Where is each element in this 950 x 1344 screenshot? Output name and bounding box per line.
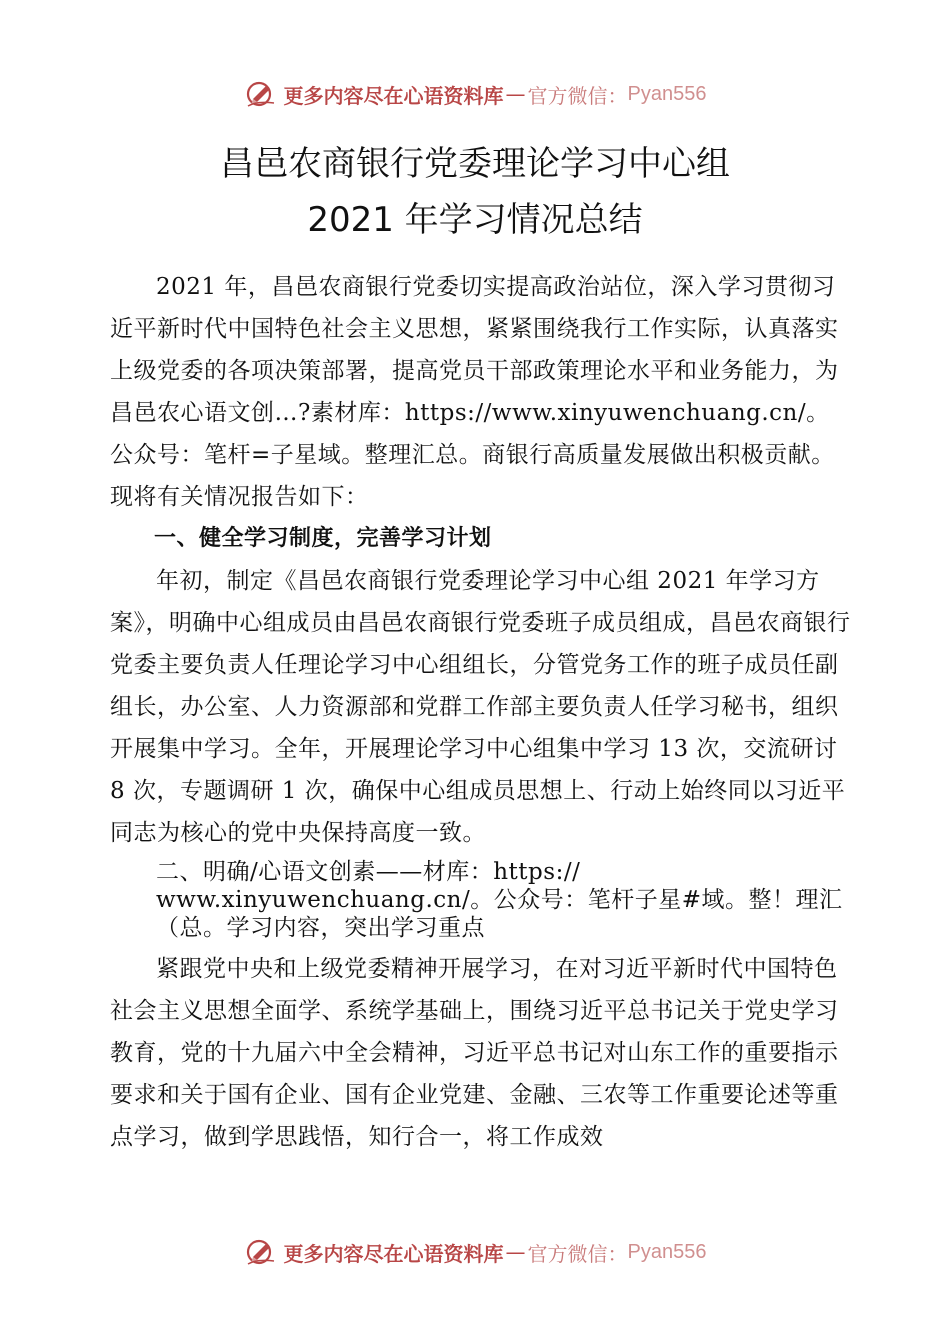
section-heading-2-line2: www.xinyuwenchuang.cn/。公众号：笔杆子星#域。整！理汇 [156,887,843,913]
paragraph-section-2: 紧跟党中央和上级党委精神开展学习，在对习近平新时代中国特色社会主义思想全面学、系统学基础上，围绕习近平总书记关于党史学习教育，党的十九届六中全会精神，习近平总书记对山东工作的重要指示要求和关于国有企业、国有企业党建、金融、三农等工作重要论述等重点学习，做到学思践悟，知行合一，将工作成效 [110,956,839,1150]
header-banner [0,74,950,114]
banner-wechat-id: Pyan556 [627,1240,707,1263]
document-title-line2: 2021 年学习情况总结 [307,200,643,240]
document-body [110,266,852,1158]
section-heading-2 [110,858,852,942]
pen-logo-icon [244,79,278,109]
pen-logo-icon [244,1237,278,1267]
paragraph-section-1: 年初，制定《昌邑农商银行党委理论学习中心组 2021 年学习方案》，明确中心组成员由昌邑农商银行党委班子成员组成，昌邑农商银行党委主要负责人任理论学习中心组组长，分管党务工作的班子成员任副组长，办公室、人力资源部和党群工作部主要负责人任学习秘书，组织开展集中学习。全年，开展理论学习中心组集中学习 13 次，交流研讨 8 次，专题调研 1 次，确保中心组成员思想上、行动上始终同以习近平同志为核心的党中央保持高度一致。 [110,568,851,846]
paragraph-intro: 2021 年，昌邑农商银行党委切实提高政治站位，深入学习贯彻习近平新时代中国特色社会主义思想，紧紧围绕我行工作实际，认真落实上级党委的各项决策部署，提高党员干部政策理论水平和业务能力，为昌邑农心语文创…?素材库：https://www.xinyuwenchuang.cn/。公众号：笔杆=子星域。整理汇总。商银行高质量发展做出积极贡献。现将有关情况报告如下： [110,274,839,510]
banner-wechat-id: Pyan556 [627,82,707,105]
section-heading-1: 一、健全学习制度，完善学习计划 [154,526,492,551]
banner-dash: — [505,1240,526,1264]
section-heading-2-line1: 二、明确/心语文创素——材库：https:// [156,859,581,885]
footer-banner [0,1232,950,1272]
document-title-line1: 昌邑农商银行党委理论学习中心组 [220,144,730,184]
banner-dash: — [505,82,526,106]
banner-wechat-label: 官方微信： [527,83,628,108]
banner-wechat-label: 官方微信： [527,1241,628,1266]
banner-brand-text: 更多内容尽在心语资料库 [283,83,504,108]
banner-brand-text: 更多内容尽在心语资料库 [283,1241,504,1266]
section-heading-2-line3: （总。学习内容，突出学习重点 [156,915,485,941]
